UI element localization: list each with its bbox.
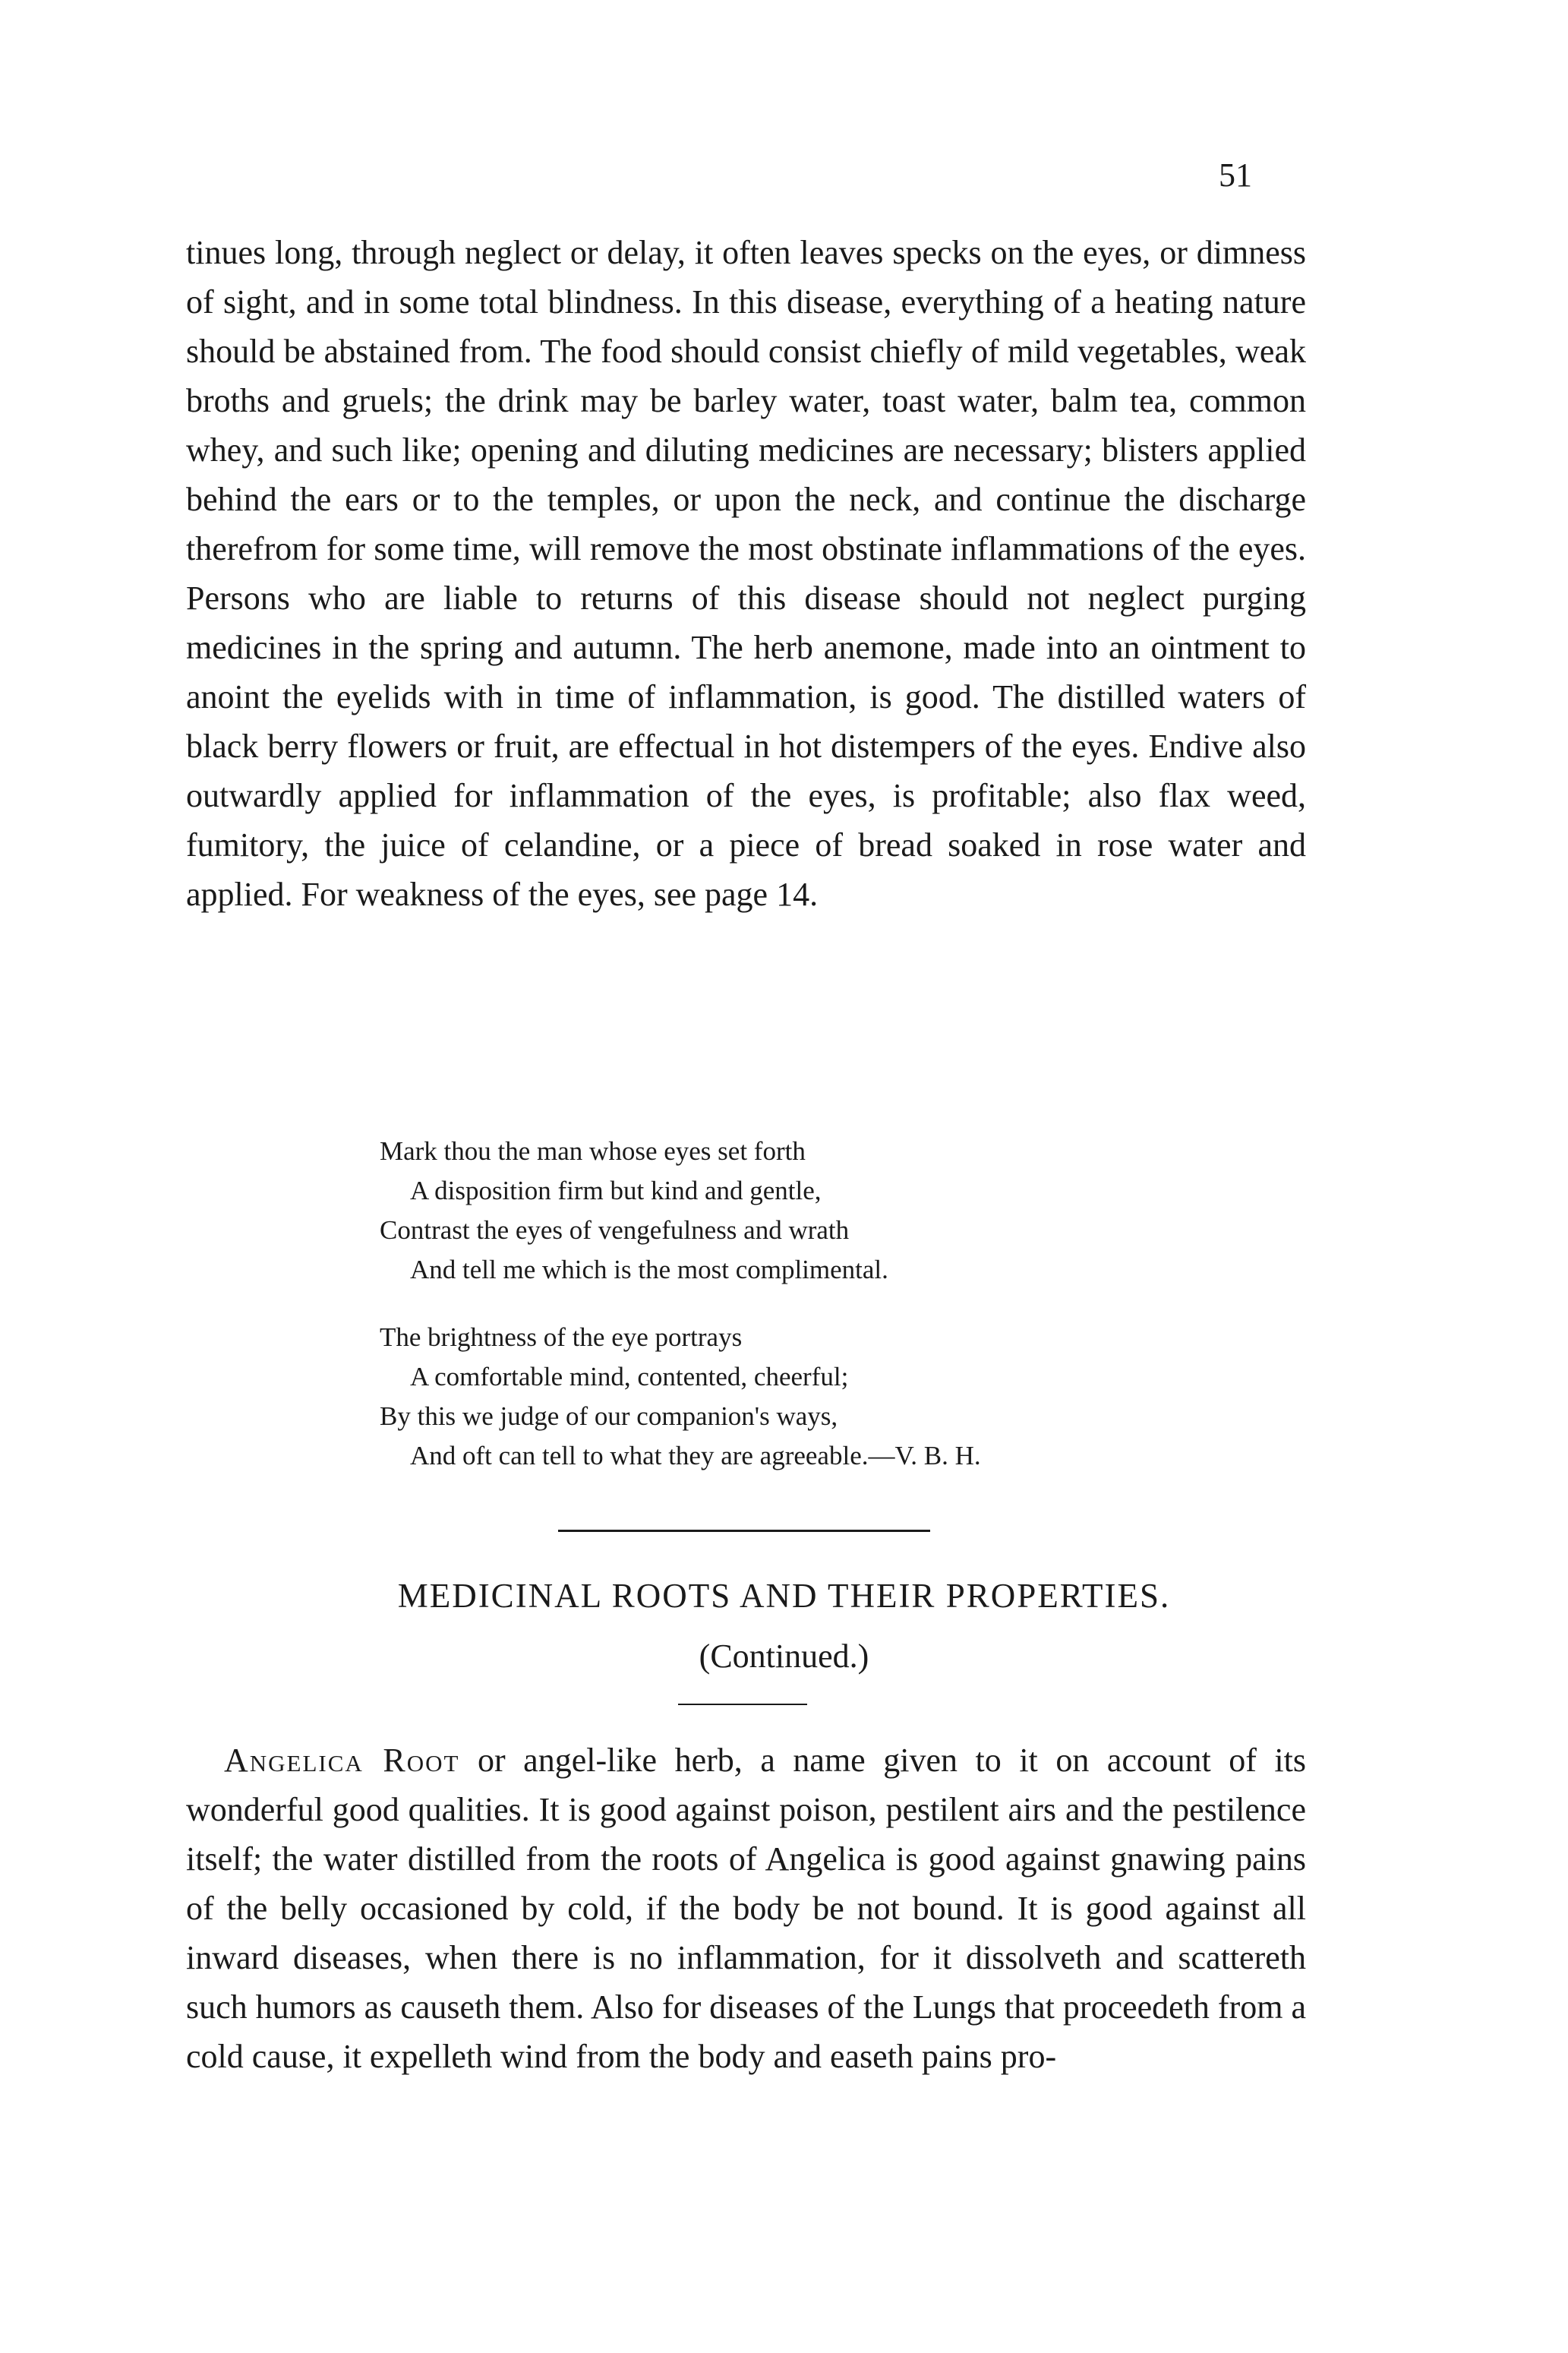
poem-line: Contrast the eyes of vengefulness and wrath <box>380 1215 850 1245</box>
paragraph-text: or angel-like herb, a name given to it on account of its wonderful good qualities. It is good against poison, pestilent airs and the pestilence itself; the water distilled from the roots of Angelica is good against gnawing pains of the belly occasioned by cold, if the body be not bound. It is good against all inward diseases, when there is no inflammation, for it dissolveth and scattereth such humors as causeth them. Also for diseases of the Lungs that proceedeth from a cold cause, it expelleth wind from the body and easeth pains pro- <box>186 1742 1306 2075</box>
section-title: MEDICINAL ROOTS AND THEIR PROPERTIES. <box>397 1577 1171 1615</box>
body-paragraph-angelica-root <box>186 1736 1306 2081</box>
poem-line: And oft can tell to what they are agreeable.—V. B. H. <box>410 1441 981 1470</box>
poem-stanza-2 <box>380 1318 1291 1476</box>
section-divider <box>558 1530 930 1532</box>
poem-line: A disposition firm but kind and gentle, <box>410 1176 822 1205</box>
body-paragraph-eye-remedies: tinues long, through neglect or delay, it often leaves specks on the eyes, or dimness of sight, and in some total blindness. In this disease, everything of a heating nature should be abstained from. The food should consist chiefly of mild vegetables, weak broths and gruels; the drink may be barley water, toast water, balm tea, common whey, and such like; opening and diluting medicines are necessary; blisters applied behind the ears or to the temples, or upon the neck, and continue the discharge therefrom for some time, will remove the most obstinate inflammations of the eyes. Persons who are liable to returns of this disease should not neglect purging medicines in the spring and autumn. The herb anemone, made into an ointment to anoint the eyelids with in time of inflammation, is good. The distilled waters of black berry flowers or fruit, are effectual in hot distempers of the eyes. Endive also outwardly applied for inflammation of the eyes, is profitable; also flax weed, fumitory, the juice of celandine, or a piece of bread soaked in rose water and applied. For weakness of the eyes, see page 14. <box>186 234 1306 913</box>
poem-line: A comfortable mind, contented, cheerful; <box>410 1362 849 1391</box>
poem-line: The brightness of the eye portrays <box>380 1322 743 1352</box>
poem-stanza-1 <box>380 1132 1291 1290</box>
subtitle-divider <box>678 1704 807 1705</box>
page-number: 51 <box>1219 156 1252 194</box>
lead-term: Angelica Root <box>224 1742 460 1779</box>
poem-line: By this we judge of our companion's ways, <box>380 1401 838 1431</box>
poem-line: Mark thou the man whose eyes set forth <box>380 1136 806 1166</box>
section-subtitle: (Continued.) <box>699 1638 869 1675</box>
poem-line: And tell me which is the most complimental. <box>410 1255 888 1284</box>
